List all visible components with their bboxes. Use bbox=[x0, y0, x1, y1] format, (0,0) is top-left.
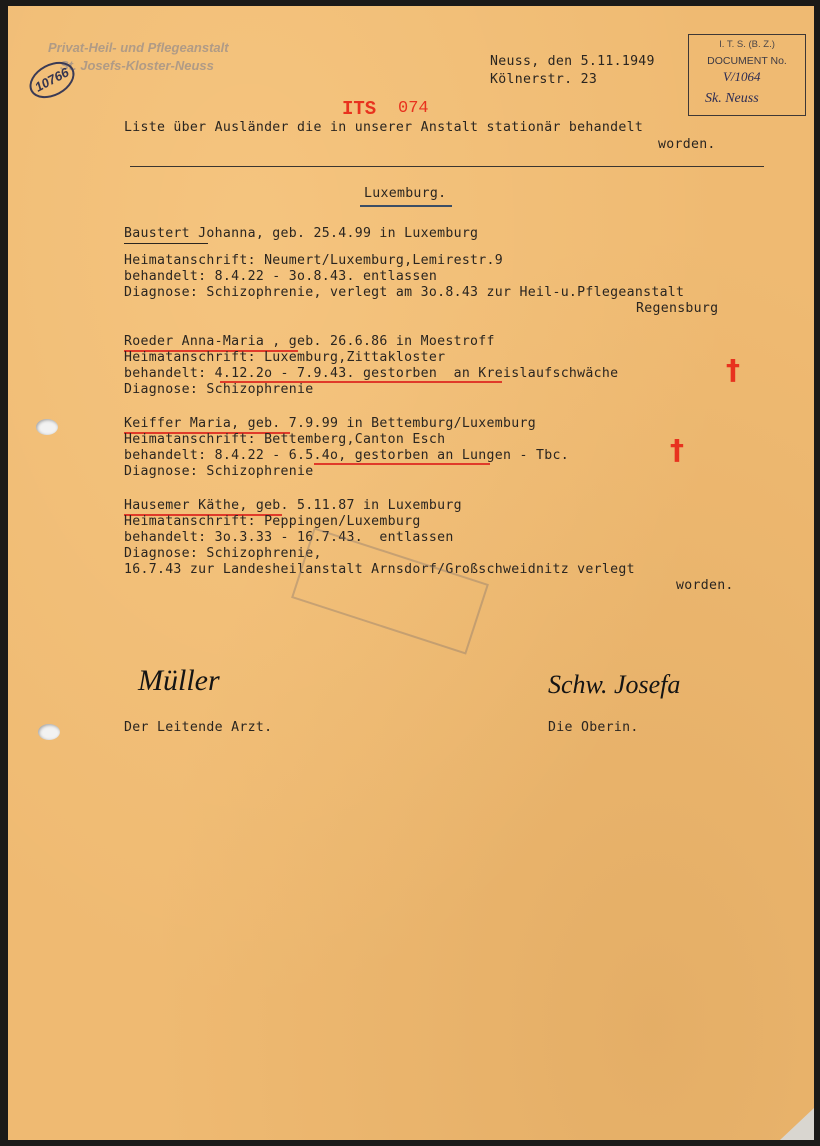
document-page bbox=[8, 6, 814, 1140]
entry-3-address: Heimatanschrift: Bettemberg,Canton Esch bbox=[124, 432, 446, 447]
entry-2-treated: behandelt: 4.12.2o - 7.9.43. gestorben an Kreislaufschwäche bbox=[124, 366, 619, 381]
punch-hole-lower bbox=[38, 724, 60, 740]
entry-3-treated: behandelt: 8.4.22 - 6.5.4o, gestorben an Lungen - Tbc. bbox=[124, 448, 569, 463]
doc-stamp-org: I. T. S. (B. Z.) bbox=[719, 39, 775, 50]
letterhead-line2: St. Josefs-Kloster-Neuss bbox=[60, 58, 214, 73]
entry-2-name: Roeder Anna-Maria , geb. 26.6.86 in Moestroff bbox=[124, 334, 495, 349]
entry-1-name-underline bbox=[124, 243, 208, 244]
its-stamp-number: 074 bbox=[398, 99, 429, 118]
section-heading-underline bbox=[360, 205, 452, 207]
place-date: Neuss, den 5.11.1949 bbox=[490, 54, 655, 69]
entry-4-transfer: 16.7.43 zur Landesheilanstalt Arnsdorf/Großschweidnitz verlegt bbox=[124, 562, 635, 577]
letterhead-line1: Privat-Heil- und Pflegeanstalt bbox=[48, 40, 229, 55]
entry-1-treated: behandelt: 8.4.22 - 3o.8.43. entlassen bbox=[124, 269, 438, 284]
document-number-stamp bbox=[688, 34, 806, 116]
right-signature-title: Die Oberin. bbox=[548, 720, 639, 735]
faded-stamp bbox=[291, 527, 489, 654]
entry-4-diagnosis: Diagnose: Schizophrenie, bbox=[124, 546, 322, 561]
entry-1-diagnosis: Diagnose: Schizophrenie, verlegt am 3o.8.43 zur Heil-u.Pflegeanstalt bbox=[124, 285, 685, 300]
archive-number: 10766 bbox=[32, 64, 72, 95]
section-heading: Luxemburg. bbox=[364, 186, 447, 201]
entry-4-treated: behandelt: 3o.3.33 - 16.7.43. entlassen bbox=[124, 530, 454, 545]
entry-1-name: Baustert Johanna, geb. 25.4.99 in Luxemburg bbox=[124, 226, 479, 241]
entry-4-address: Heimatanschrift: Peppingen/Luxemburg bbox=[124, 514, 421, 529]
entry-1-diagnosis-cont: Regensburg bbox=[636, 301, 719, 316]
left-signature: Müller bbox=[138, 664, 220, 697]
corner-tear bbox=[780, 1108, 814, 1140]
entry-3-treated-redline bbox=[314, 463, 490, 465]
entry-4-name: Hausemer Käthe, geb. 5.11.87 in Luxemburg bbox=[124, 498, 462, 513]
right-signature: Schw. Josefa bbox=[548, 670, 681, 699]
title-line2: worden. bbox=[658, 137, 716, 152]
entry-3-name: Keiffer Maria, geb. 7.9.99 in Bettemburg/Luxemburg bbox=[124, 416, 536, 431]
its-stamp-prefix: ITS bbox=[342, 98, 377, 120]
entry-3-death-cross: † bbox=[670, 433, 684, 466]
entry-3-diagnosis: Diagnose: Schizophrenie bbox=[124, 464, 314, 479]
title-line1: Liste über Ausländer die in unserer Anstalt stationär behandelt bbox=[124, 120, 644, 135]
entry-2-address: Heimatanschrift: Luxemburg,Zittakloster bbox=[124, 350, 446, 365]
entry-1-address: Heimatanschrift: Neumert/Luxemburg,Lemirestr.9 bbox=[124, 253, 504, 268]
title-rule bbox=[130, 166, 764, 167]
doc-stamp-place: Sk. Neuss bbox=[705, 91, 759, 106]
entry-4-transfer-cont: worden. bbox=[676, 578, 734, 593]
doc-stamp-number: V/1064 bbox=[723, 69, 761, 84]
left-signature-title: Der Leitende Arzt. bbox=[124, 720, 273, 735]
doc-stamp-label: DOCUMENT No. bbox=[707, 55, 787, 67]
punch-hole-upper bbox=[36, 419, 58, 435]
address: Kölnerstr. 23 bbox=[490, 72, 598, 87]
entry-2-death-cross: † bbox=[726, 353, 740, 386]
entry-2-diagnosis: Diagnose: Schizophrenie bbox=[124, 382, 314, 397]
